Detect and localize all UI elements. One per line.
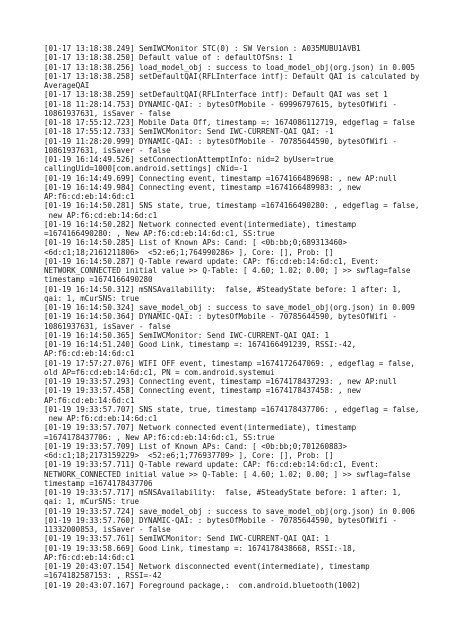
log-line: [01-19 16:14:51.240] Good Link, timestamp =: 1674166491239, RSSI:-42, [44,340,357,349]
log-line: [01-19 19:33:57.709] List of Known APs: Cand: [ <0b:bb;0;701260883> [44,441,348,451]
log-line: [01-19 19:33:57.724] save_model_obj : success to save_model_obj(org.json) in 0.006 [44,506,415,516]
log-line: [01-19 16:14:49.984] Connecting event, timestamp =1674166489983: , new [44,182,361,192]
log-line: [01-19 16:14:50.364] DYNAMIC-QAI: : bytesOfMobile - 70785644590, bytesOfWifi - [44,312,397,322]
log-line: AverageQAI [44,81,90,90]
log-line: [01-19 19:33:57.760] DYNAMIC-QAI: : bytesOfMobile - 70785644590, bytesOfWifi - [44,515,397,525]
log-line: [01-17 13:18:38.259] setDefaultQAI(RFLInterface intf): Default QAI was set 1 [44,90,388,100]
log-line: 10861937631, isSaver - false [44,108,171,118]
log-line: NETWORK_CONNECTED initial value >> Q-Table: [ 4.60; 1.02; 0.00; ] >> swflag=false [44,469,411,479]
log-line: <6d:c1;18;2173159229> <52:e6;1;776937709> ], Core: [], Prob: [] [44,451,334,460]
log-line: [01-19 16:14:49.526] setConnectionAttemptInfo: nid=2 byUser=true [44,155,334,164]
log-line: [01-19 19:33:57.707] Network connected event(intermediate), timestamp [44,423,357,433]
log-line: <6d:c1;18;2161211806> <52:e6;1;764990286> ], Core: [], Prob: [] [44,247,334,257]
log-line: [01-19 16:14:50.281] SNS state, true, timestamp =1674166490280: , edgeflag = false, [44,201,420,211]
log-line: [01-19 16:14:50.287] Q-Table reward update: CAP: f6:cd:eb:14:6d:c1, Event: [44,256,379,266]
log-line: =1674182587153: , RSSI=-42 [44,571,162,581]
log-line: [01-19 19:33:57.761] SemIWCMonitor: Send IWC-CURRENT-QAI QAI: 1 [44,534,329,544]
log-line: AP:f6:cd:eb:14:6d:c1 [44,552,135,562]
log-line: new AP:f6:cd:eb:14:6d:c1 [44,210,158,220]
log-line: new AP:f6:cd:eb:14:6d:c1 [44,414,158,423]
log-line: 11332000853, isSaver - false [44,525,171,534]
log-line: callingUid=1000[com.android.settings] cNid=-1 [44,164,248,174]
log-text-block [44,44,444,590]
log-line: [01-18 17:55:12.733] SemIWCMonitor: Send IWC-CURRENT-QAI QAI: -1 [44,127,334,137]
log-line: [01-19 19:33:57.293] Connecting event, timestamp =1674178437293: , new AP:null [44,377,397,386]
log-line: [01-17 13:18:38.256] load_model_obj : success to load_model_obj(org.json) in 0.005 [44,62,415,72]
log-line: =1674166490280: , New AP:f6:cd:eb:14:6d:c1, SS:true [44,229,275,238]
log-line: [01-17 13:18:38.249] SemIWCMonitor STC(0) : SW Version : A035MUBU1AVB1 [44,44,361,53]
log-line: 10861937631, isSaver - false [44,145,171,155]
log-line: timestamp =1674166490280 [44,275,153,285]
log-line: [01-19 16:14:50.312] mSNSAvailability: false, #SteadyState before: 1 after: 1, [44,284,402,294]
log-line: [01-19 16:14:50.324] save_model_obj : success to save_model_obj(org.json) in 0.009 [44,303,415,312]
log-line: [01-19 16:14:50.365] SemIWCMonitor: Send IWC-CURRENT-QAI QAI: 1 [44,330,329,340]
log-line: [01-17 13:18:38.250] Default value of : defaultOfSns: 1 [44,53,293,63]
log-line: [01-19 20:43:07.167] Foreground package,: com.android.bluetooth(1002) [44,580,361,590]
log-line: old AP=f6:cd:eb:14:6d:c1, PN = com.android.systemui [44,367,275,377]
log-line: qai: 1, mCurSNS: true [44,293,139,303]
log-line: AP:f6:cd:eb:14:6d:c1 [44,395,135,405]
log-line: [01-18 11:28:14.753] DYNAMIC-QAI: : bytesOfMobile - 69996797615, bytesOfWifi - [44,99,397,109]
log-line: AP:f6:cd:eb:14:6d:c1 [44,192,135,201]
log-line: [01-19 19:33:57.711] Q-Table reward update: CAP: f6:cd:eb:14:6d:c1, Event: [44,460,379,470]
log-line: [01-19 19:33:58.669] Good Link, timestamp =: 1674178438668, RSSI:-18, [44,543,357,553]
log-line: [01-18 17:55:12.723] Mobile Data Off, timestamp =: 1674086112719, edgeflag = false [44,118,415,127]
log-line: [01-19 20:43:07.154] Network disconnected event(intermediate), timestamp [44,562,370,571]
log-line: 10861937631, isSaver - false [44,321,171,331]
log-line: [01-19 16:14:50.282] Network connected event(intermediate), timestamp [44,219,357,229]
log-line: [01-19 16:14:49.699] Connecting event, timestamp =1674166489698: , new AP:null [44,173,397,183]
log-line: [01-19 17:57:27.076] WIFI OFF event, timestamp =1674172647069: , edgeflag = false, [44,358,415,368]
log-line: [01-19 19:33:57.707] SNS state, true, timestamp =1674178437706: , edgeflag = false, [44,404,420,414]
log-line: AP:f6:cd:eb:14:6d:c1 [44,349,135,359]
log-line: =1674178437706: , New AP:f6:cd:eb:14:6d:c1, SS:true [44,432,275,442]
log-line: NETWORK_CONNECTED initial value >> Q-Table: [ 4.60; 1.02; 0.00; ] >> swflag=false [44,266,411,275]
log-line: [01-19 11:28:20.999] DYNAMIC-QAI: : bytesOfMobile - 70785644590, bytesOfWifi - [44,136,397,146]
log-line: [01-19 19:33:57.717] mSNSAvailability: false, #SteadyState before: 1 after: 1, [44,488,402,497]
log-line: timestamp =1674178437706 [44,478,153,488]
log-line: [01-19 16:14:50.285] List of Known APs: Cand: [ <0b:bb;0;689313460> [44,238,348,248]
log-line: qai: 1, mCurSNS: true [44,497,139,507]
log-line: [01-19 19:33:57.458] Connecting event, timestamp =1674178437458: , new [44,386,361,396]
log-line: [01-17 13:18:38.258] setDefaultQAI(RFLInterface intf): Default QAI is calculated by [44,71,420,81]
